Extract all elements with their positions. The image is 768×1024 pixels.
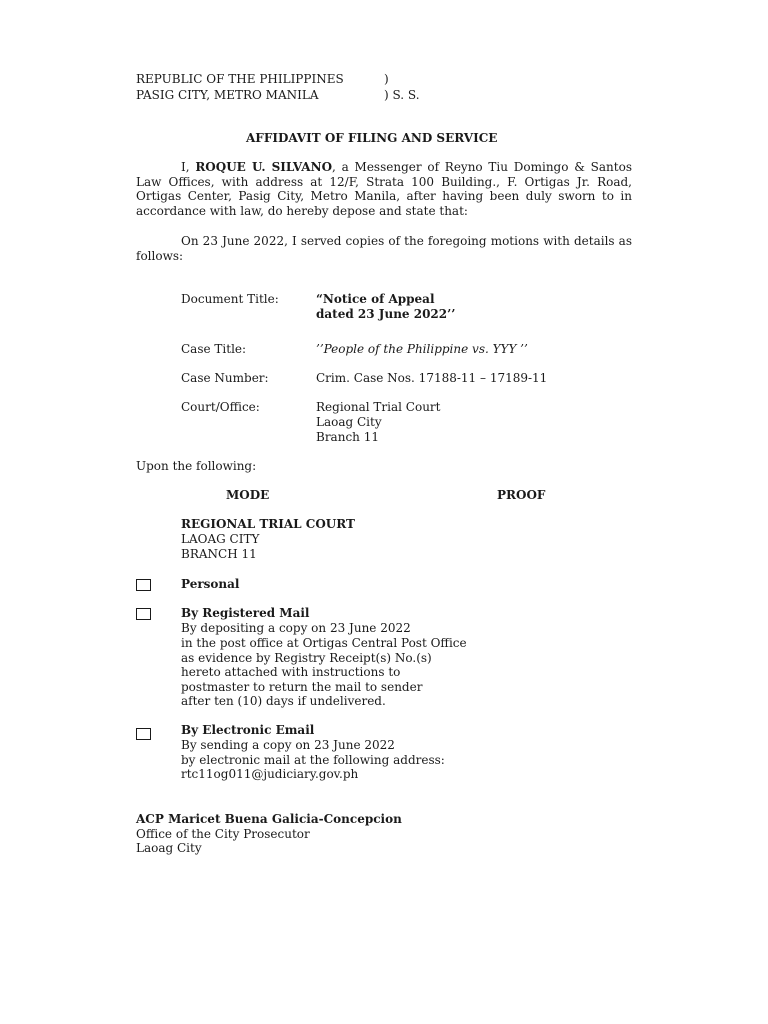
court-value-line-1: Regional Trial Court <box>316 400 441 414</box>
registered-mail-line: in the post office at Ortigas Central Post Office <box>181 636 467 650</box>
electronic-email-line: by electronic mail at the following address: <box>181 753 445 767</box>
case-title-value: ’’People of the Philippine vs. YYY ’’ <box>316 342 528 356</box>
registered-mail-line: By depositing a copy on 23 June 2022 <box>181 621 411 635</box>
personal-checkbox[interactable] <box>136 579 151 591</box>
personal-heading: Personal <box>181 577 240 591</box>
recipient-2-line-3: Laoag City <box>136 841 202 855</box>
mode-column-heading: MODE <box>226 488 270 502</box>
court-value-line-3: Branch 11 <box>316 430 379 444</box>
court-value-line-2: Laoag City <box>316 415 382 429</box>
venue-ss: ) S. S. <box>384 88 420 102</box>
registered-mail-line: postmaster to return the mail to sender <box>181 680 423 694</box>
recipient-1-line-3: BRANCH 11 <box>181 547 257 561</box>
intro-rest: , a Messenger of Reyno Tiu Domingo & Santos Law Offices, with address at 12/F, Strata 100 Building., F. Ortigas Jr. Road, Ortigas Center, Pasig City, Metro Manila, after having been duly sworn to in accordance with law, do hereby depose and state that: <box>136 160 632 218</box>
document-title-value-line-1: “Notice of Appeal <box>316 292 435 306</box>
recipient-2-name: ACP Maricet Buena Galicia-Concepcion <box>136 812 402 826</box>
registered-mail-line: as evidence by Registry Receipt(s) No.(s) <box>181 651 432 665</box>
case-number-label: Case Number: <box>181 371 269 385</box>
service-paragraph: On 23 June 2022, I served copies of the foregoing motions with details as follows: <box>136 234 632 263</box>
electronic-email-checkbox[interactable] <box>136 728 151 740</box>
upon-the-following: Upon the following: <box>136 459 257 473</box>
court-label: Court/Office: <box>181 400 260 414</box>
registered-mail-checkbox[interactable] <box>136 608 151 620</box>
case-title-label: Case Title: <box>181 342 247 356</box>
venue-line-2: PASIG CITY, METRO MANILA <box>136 88 319 102</box>
registered-mail-line: hereto attached with instructions to <box>181 665 401 679</box>
electronic-email-address: rtc11og011@judiciary.gov.ph <box>181 767 359 781</box>
electronic-email-line: By sending a copy on 23 June 2022 <box>181 738 395 752</box>
proof-column-heading: PROOF <box>497 488 546 502</box>
venue-line-1-paren: ) <box>384 72 389 86</box>
case-number-value: Crim. Case Nos. 17188-11 – 17189-11 <box>316 371 548 385</box>
document-title-value-line-2: dated 23 June 2022’’ <box>316 307 456 321</box>
registered-mail-heading: By Registered Mail <box>181 606 310 620</box>
recipient-2-line-2: Office of the City Prosecutor <box>136 827 310 841</box>
venue-line-1: REPUBLIC OF THE PHILIPPINES <box>136 72 344 86</box>
intro-paragraph <box>136 160 632 218</box>
registered-mail-line: after ten (10) days if undelivered. <box>181 694 386 708</box>
affiant-name: ROQUE U. SILVANO <box>195 160 333 174</box>
recipient-1-line-2: LAOAG CITY <box>181 532 260 546</box>
document-title: AFFIDAVIT OF FILING AND SERVICE <box>246 131 498 145</box>
electronic-email-heading: By Electronic Email <box>181 723 315 737</box>
document-title-label: Document Title: <box>181 292 279 306</box>
intro-prefix: I, <box>181 160 196 174</box>
recipient-1-line-1: REGIONAL TRIAL COURT <box>181 517 355 531</box>
